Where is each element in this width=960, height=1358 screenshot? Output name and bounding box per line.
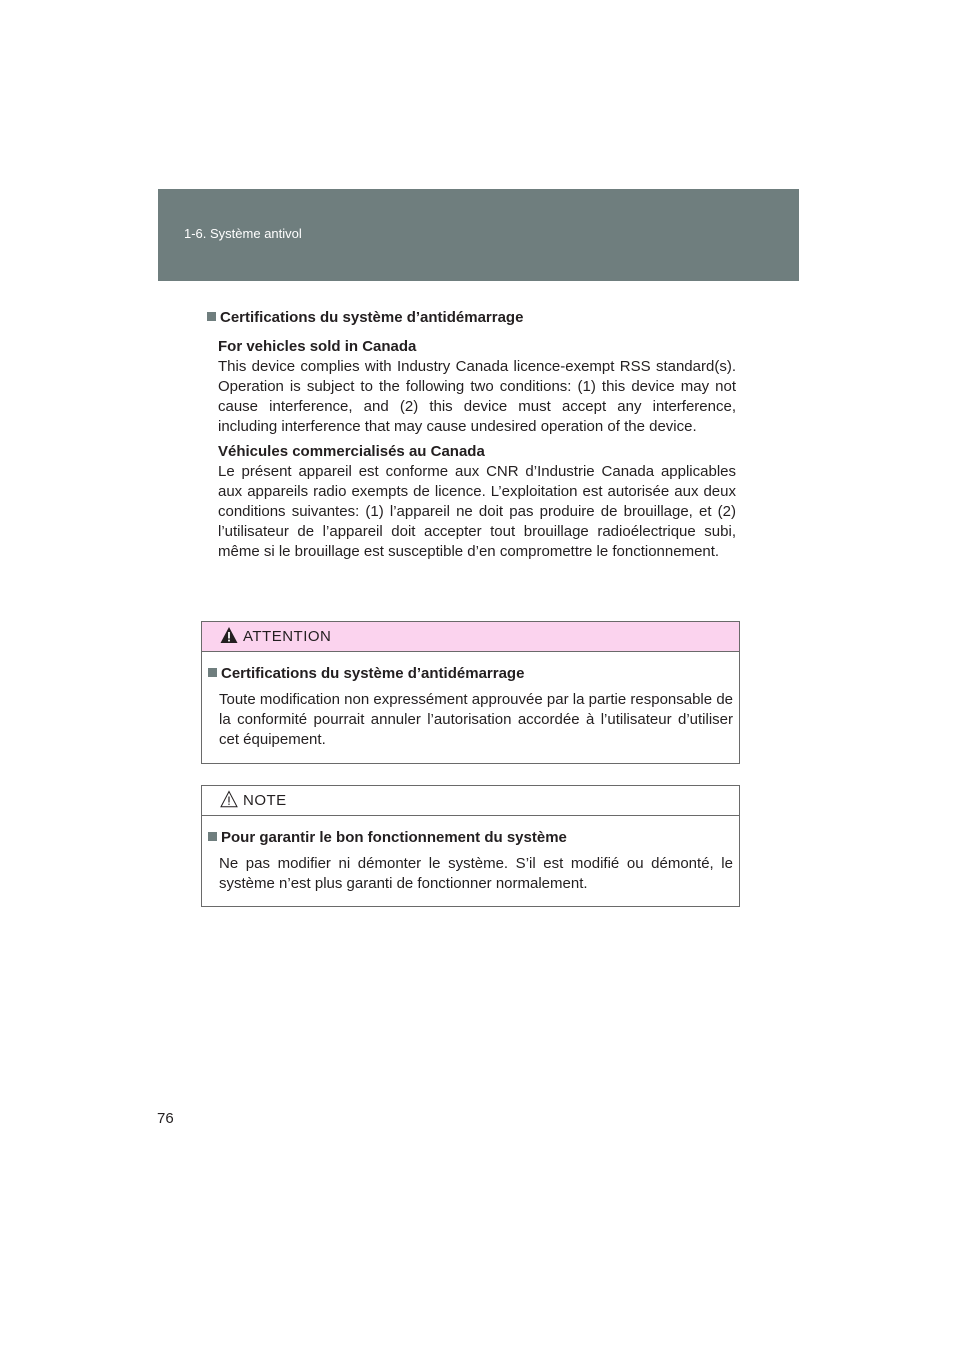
french-subheading: Véhicules commercialisés au Canada (218, 443, 485, 460)
attention-box (201, 621, 740, 764)
english-paragraph: This device complies with Industry Canada licence-exempt RSS standard(s). Operation is subject to the following two conditions: (1) this device may not cause interference, and (2) this device must accept any interference, including interference that may cause undesired operation of the device. (218, 358, 736, 435)
attention-header (202, 622, 739, 652)
note-paragraph: Ne pas modifier ni démonter le système. S’il est modifié ou démonté, le système n’est plus garanti de fonctionner normalement. (219, 855, 733, 892)
note-title: NOTE (243, 792, 287, 809)
main-content (207, 308, 736, 562)
attention-heading: Certifications du système d’antidémarrage (208, 664, 733, 684)
section-body (207, 337, 736, 562)
note-box (201, 785, 740, 907)
attention-title: ATTENTION (243, 628, 332, 645)
page-number: 76 (157, 1110, 174, 1127)
french-paragraph: Le présent appareil est conforme aux CNR d’Industrie Canada applicables aux appareils radio exempts de licence. L’exploitation est autorisée aux deux conditions suivantes: (1) l’appareil ne doit pas produire de brouillage, et (2) l’utilisateur de l’appareil doit accepter tout brouillage radioélectrique subi, même si le brouillage est susceptible d’en compromettre le fonctionnement. (218, 463, 736, 560)
section-heading: Certifications du système d’antidémarrage (207, 308, 736, 328)
square-bullet-icon (208, 668, 217, 677)
attention-body (202, 652, 739, 750)
note-body (202, 816, 739, 894)
note-header (202, 786, 739, 816)
english-subheading: For vehicles sold in Canada (218, 338, 417, 355)
section-header-band (158, 189, 799, 281)
square-bullet-icon (207, 312, 216, 321)
warning-triangle-icon (220, 626, 238, 644)
caution-triangle-outline-icon (220, 790, 238, 808)
attention-paragraph: Toute modification non expressément approuvée par la partie responsable de la conformité pourrait annuler l’autorisation accordée à l’utilisateur d’utiliser cet équipement. (219, 691, 733, 748)
section-label: 1-6. Système antivol (184, 226, 302, 241)
square-bullet-icon (208, 832, 217, 841)
note-heading: Pour garantir le bon fonctionnement du système (208, 828, 733, 848)
